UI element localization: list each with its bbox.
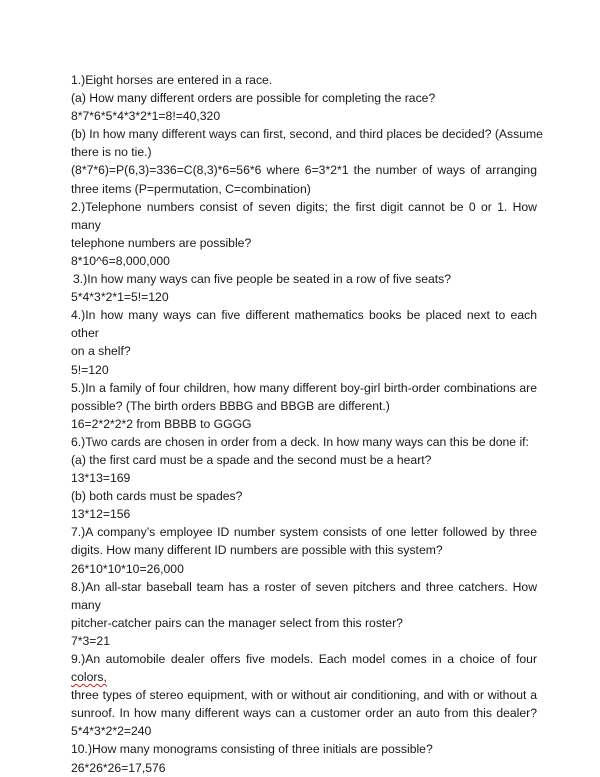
q4-question-line2: on a shelf? — [71, 344, 131, 359]
document-body — [71, 71, 543, 777]
q9-question-line3: sunroof. In how many different ways can a customer order an auto from this dealer? — [71, 706, 537, 721]
q5-question-line1: 5.)In a family of four children, how many different boy-girl birth-order combinations are — [71, 380, 537, 395]
q7-question-line1: 7.)A company’s employee ID number system consists of one letter followed by three — [71, 525, 537, 540]
q6b-question: (b) both cards must be spades? — [71, 489, 243, 504]
q10-answer: 26*26*26=17,576 — [71, 760, 166, 775]
q2-question-line2: telephone numbers are possible? — [71, 235, 252, 250]
q1b-question-line1: (b) In how many different ways can first, second, and third places be decided? (Assume — [71, 127, 543, 142]
q1b-answer-line2: three items (P=permutation, C=combination) — [71, 181, 311, 196]
q1a-answer: 8*7*6*5*4*3*2*1=8!=40,320 — [71, 109, 221, 124]
q9-question-line1-text: 9.)An automobile dealer offers five models. Each model comes in a choice of four — [71, 652, 537, 666]
q1b-answer-line1: (8*7*6)=P(6,3)=336=C(8,3)*6=56*6 where 6=3*2*1 the number of ways of arranging — [71, 163, 537, 178]
q4-question-line1: 4.)In how many ways can five different mathematics books be placed next to each other — [71, 308, 537, 341]
q4-answer: 5!=120 — [71, 362, 109, 377]
q2-question-line1: 2.)Telephone numbers consist of seven digits; the first digit cannot be 0 or 1. How many — [71, 199, 537, 232]
q1b-question-line2: there is no tie.) — [71, 145, 152, 160]
q10-question: 10.)How many monograms consisting of three initials are possible? — [71, 742, 433, 757]
q5-answer: 16=2*2*2*2 from BBBB to GGGG — [71, 416, 252, 431]
q1-heading: 1.)Eight horses are entered in a race. — [71, 73, 273, 87]
q8-answer: 7*3=21 — [71, 633, 110, 648]
q6b-answer: 13*12=156 — [71, 507, 131, 522]
q8-question-line2: pitcher-catcher pairs can the manager select from this roster? — [71, 615, 403, 630]
q2-answer: 8*10^6=8,000,000 — [71, 253, 170, 268]
spellcheck-flagged-word[interactable]: colors, — [71, 670, 107, 685]
q3-answer: 5*4*3*2*1=5!=120 — [71, 290, 169, 305]
q3-question: 3.)In how many ways can five people be seated in a row of five seats? — [73, 272, 452, 287]
q9-answer: 5*4*3*2*2=240 — [71, 724, 152, 739]
q5-question-line2: possible? (The birth orders BBBG and BBGB are different.) — [71, 398, 390, 413]
q6a-question: (a) the first card must be a spade and the second must be a heart? — [71, 452, 432, 467]
q9-question-line1 — [71, 650, 537, 686]
q8-question-line1: 8.)An all-star baseball team has a roster of seven pitchers and three catchers. How many — [71, 579, 537, 612]
q6-question: 6.)Two cards are chosen in order from a deck. In how many ways can this be done if: — [71, 434, 529, 449]
q7-answer: 26*10*10*10=26,000 — [71, 561, 184, 576]
q9-question-line2: three types of stereo equipment, with or without air conditioning, and with or without a — [71, 688, 537, 703]
q1a-question: (a) How many different orders are possible for completing the race? — [71, 91, 436, 106]
q7-question-line2: digits. How many different ID numbers are possible with this system? — [71, 543, 443, 558]
q6a-answer: 13*13=169 — [71, 471, 131, 486]
